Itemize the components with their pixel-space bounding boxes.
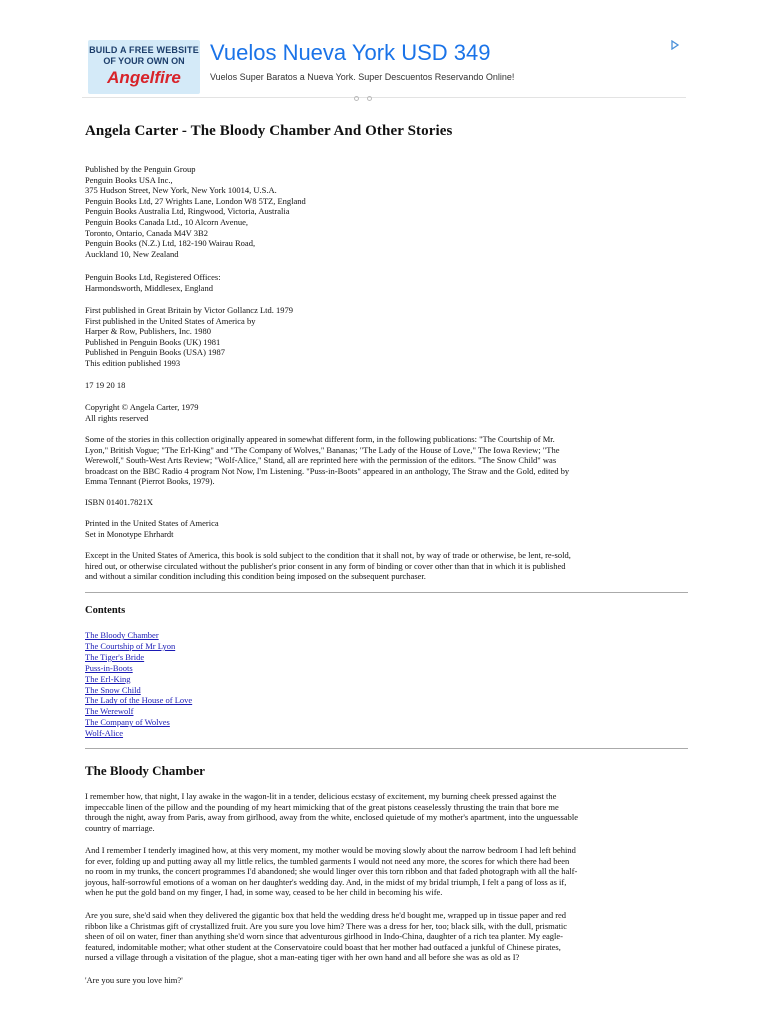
toc-link[interactable]: The Company of Wolves: [85, 717, 170, 728]
chapter-paragraph: [85, 910, 689, 963]
publication-line: Published in Penguin Books (UK) 1981: [85, 336, 221, 347]
chapter-paragraph: [85, 791, 689, 833]
stories-note-line: Lyon," British Vogue; "The Erl-King" and "The Company of Wolves," Bananas; "The Lady of the House of Love," The Iowa Review; "The: [85, 444, 560, 455]
paragraph-line: sheen of oil on water, finer than anything she'd worn since that adventurous girlhood in Indo-China, daughter of a rich tea planter. My eagle-: [85, 931, 563, 942]
adchoices-icon[interactable]: [670, 40, 680, 50]
offices-line: Harmondsworth, Middlesex, England: [85, 282, 213, 293]
paragraph-line: country of marriage.: [85, 822, 155, 833]
paragraph-line: for ever, folding up and putting away all my little relics, the tumbled garments I would not need any more, the scores for which there had been: [85, 855, 570, 866]
chapter-paragraph: [85, 975, 689, 986]
publication-history-block: [85, 305, 689, 369]
paragraph-line: And I remember I tenderly imagined how, at this very moment, my mother would be moving slowly about the narrow bedroom I had left behind: [85, 845, 576, 855]
ad-headline-link[interactable]: Vuelos Nueva York USD 349: [210, 40, 491, 65]
toc-link[interactable]: The Lady of the House of Love: [85, 695, 193, 706]
ad-dot[interactable]: [354, 96, 359, 101]
publication-line: This edition published 1993: [85, 357, 181, 368]
publisher-line: Auckland 10, New Zealand: [85, 248, 179, 259]
printed-line: Set in Monotype Ehrhardt: [85, 528, 174, 539]
publication-line: First published in the United States of America by: [85, 315, 256, 326]
stories-note-line: Werewolf," South-West Arts Review; "Wolf-Alice," Stand, all are reprinted here with the permission of the editors. "The Snow Child" was: [85, 455, 557, 466]
paragraph-line: when he put the gold band on my finger, I had, in some way, ceased to be her child in becoming his wife.: [85, 887, 443, 898]
ad-dot[interactable]: [367, 96, 372, 101]
stories-note-line: Some of the stories in this collection originally appeared in somewhat different form, in the following publications: "The Courtship of Mr.: [85, 434, 555, 444]
publication-line: First published in Great Britain by Victor Gollancz Ltd. 1979: [85, 305, 294, 315]
isbn-block: [85, 497, 689, 508]
publisher-line: Penguin Books Australia Ltd, Ringwood, Victoria, Australia: [85, 206, 290, 217]
toc-link[interactable]: Wolf-Alice: [85, 728, 124, 739]
ad-logo-line1: BUILD A FREE WEBSITE: [89, 45, 199, 55]
printing-numbers: [85, 380, 689, 391]
offices-line: Penguin Books Ltd, Registered Offices:: [85, 272, 221, 282]
paragraph-line: impeccable linen of the pillow and the pounding of my heart mimicking that of the great pistons ceaselessly thrusting the train that bore me: [85, 801, 559, 812]
stories-note-block: [85, 434, 689, 487]
paragraph-line: joyous, half-sorrowful emotions of a woman on her daughter's wedding day. And, in the midst of my bridal triumph, I felt a pang of loss as if,: [85, 876, 567, 887]
ad-logo-line2: OF YOUR OWN ON: [103, 56, 185, 66]
paragraph-line: nursed a village through a visitation of the plague, shot a man-eating tiger with her own hand and all before she was as old as I?: [85, 952, 520, 963]
divider: [85, 748, 688, 749]
paragraph-line: 'Are you sure you love him?': [85, 975, 183, 985]
printed-line: Printed in the United States of America: [85, 518, 219, 528]
publisher-line: Toronto, Ontario, Canada M4V 3B2: [85, 227, 208, 238]
paragraph-line: Are you sure, she'd said when they delivered the gigantic box that held the wedding dress he'd bought me, wrapped up in tissue paper and red: [85, 910, 567, 920]
stories-note-line: Emma Tennant (Pierrot Books, 1979).: [85, 476, 215, 487]
divider: [85, 592, 688, 593]
publisher-line: Penguin Books USA Inc.,: [85, 174, 173, 185]
toc-link[interactable]: The Werewolf: [85, 706, 134, 717]
copyright-line: Copyright © Angela Carter, 1979: [85, 402, 199, 412]
publisher-line: Published by the Penguin Group: [85, 164, 196, 174]
printed-block: [85, 518, 689, 539]
paragraph-line: featured, indomitable mother; what other student at the Conservatoire could boast that her mother had outfaced a junkful of Chinese pirates,: [85, 941, 561, 952]
offices-block: [85, 272, 689, 293]
angelfire-ad-logo[interactable]: [88, 40, 200, 94]
paragraph-line: I remember how, that night, I lay awake in the wagon-lit in a tender, delicious ecstasy of excitement, my burning cheek pressed against the: [85, 791, 557, 801]
stories-note-line: broadcast on the BBC Radio 4 program Not Now, I'm Listening. "Puss-in-Boots" appeared in an anthology, The Straw and the Gold, edited by: [85, 465, 570, 476]
publisher-line: 375 Hudson Street, New York, New York 10014, U.S.A.: [85, 185, 277, 196]
publisher-line: Penguin Books (N.Z.) Ltd, 182-190 Wairau Road,: [85, 238, 256, 249]
chapter-heading: The Bloody Chamber: [85, 763, 205, 778]
condition-line: and without a similar condition including this condition being imposed on the subsequent purchaser.: [85, 571, 426, 582]
paragraph-line: no room in my trunks, the concert programmes I'd abandoned; she would linger over this torn ribbon and that faded photograph with all the half-: [85, 866, 578, 877]
publication-line: Harper & Row, Publishers, Inc. 1980: [85, 326, 211, 337]
publisher-line: Penguin Books Ltd, 27 Wrights Lane, London W8 5TZ, England: [85, 195, 306, 206]
toc-link[interactable]: The Erl-King: [85, 673, 131, 684]
ad-description: Vuelos Super Baratos a Nueva York. Super Descuentos Reservando Online!: [210, 72, 515, 82]
toc-link[interactable]: The Snow Child: [85, 684, 141, 695]
publication-line: Published in Penguin Books (USA) 1987: [85, 347, 226, 358]
ad-banner[interactable]: [82, 36, 686, 98]
toc-link[interactable]: The Tiger's Bride: [85, 651, 145, 662]
page-title: Angela Carter - The Bloody Chamber And Other Stories: [85, 123, 453, 139]
isbn-line: ISBN 01401.7821X: [85, 497, 154, 507]
condition-block: [85, 550, 689, 582]
contents-heading: Contents: [85, 605, 126, 616]
toc-link[interactable]: The Bloody Chamber: [85, 630, 159, 640]
publisher-line: Penguin Books Canada Ltd., 10 Alcorn Avenue,: [85, 216, 248, 227]
toc-link[interactable]: The Courtship of Mr Lyon: [85, 640, 176, 651]
condition-line: hired out, or otherwise circulated without the publisher's prior consent in any form of binding or cover other than that in which it is published: [85, 560, 566, 571]
paragraph-line: through the night, away from Paris, away from girlhood, away from the white, enclosed quietude of my mother's apartment, into the unguessable: [85, 812, 578, 823]
copyright-line: All rights reserved: [85, 412, 149, 423]
toc-link[interactable]: Puss-in-Boots: [85, 662, 133, 673]
ad-pagination-dots[interactable]: [354, 88, 380, 106]
paragraph-line: ribbon like a Christmas gift of crystallized fruit. Are you sure you love him? There was a dress for her, too; black silk, with the dull, prismatic: [85, 920, 568, 931]
table-of-contents: [85, 630, 192, 739]
condition-line: Except in the United States of America, this book is sold subject to the condition that it shall not, by way of trade or otherwise, be lent, re-sold,: [85, 550, 571, 560]
publisher-block: [85, 164, 689, 259]
chapter-paragraph: [85, 845, 689, 898]
printing-line: 17 19 20 18: [85, 380, 126, 390]
copyright-block: [85, 402, 689, 423]
ad-logo-brand: Angelfire: [107, 68, 181, 87]
